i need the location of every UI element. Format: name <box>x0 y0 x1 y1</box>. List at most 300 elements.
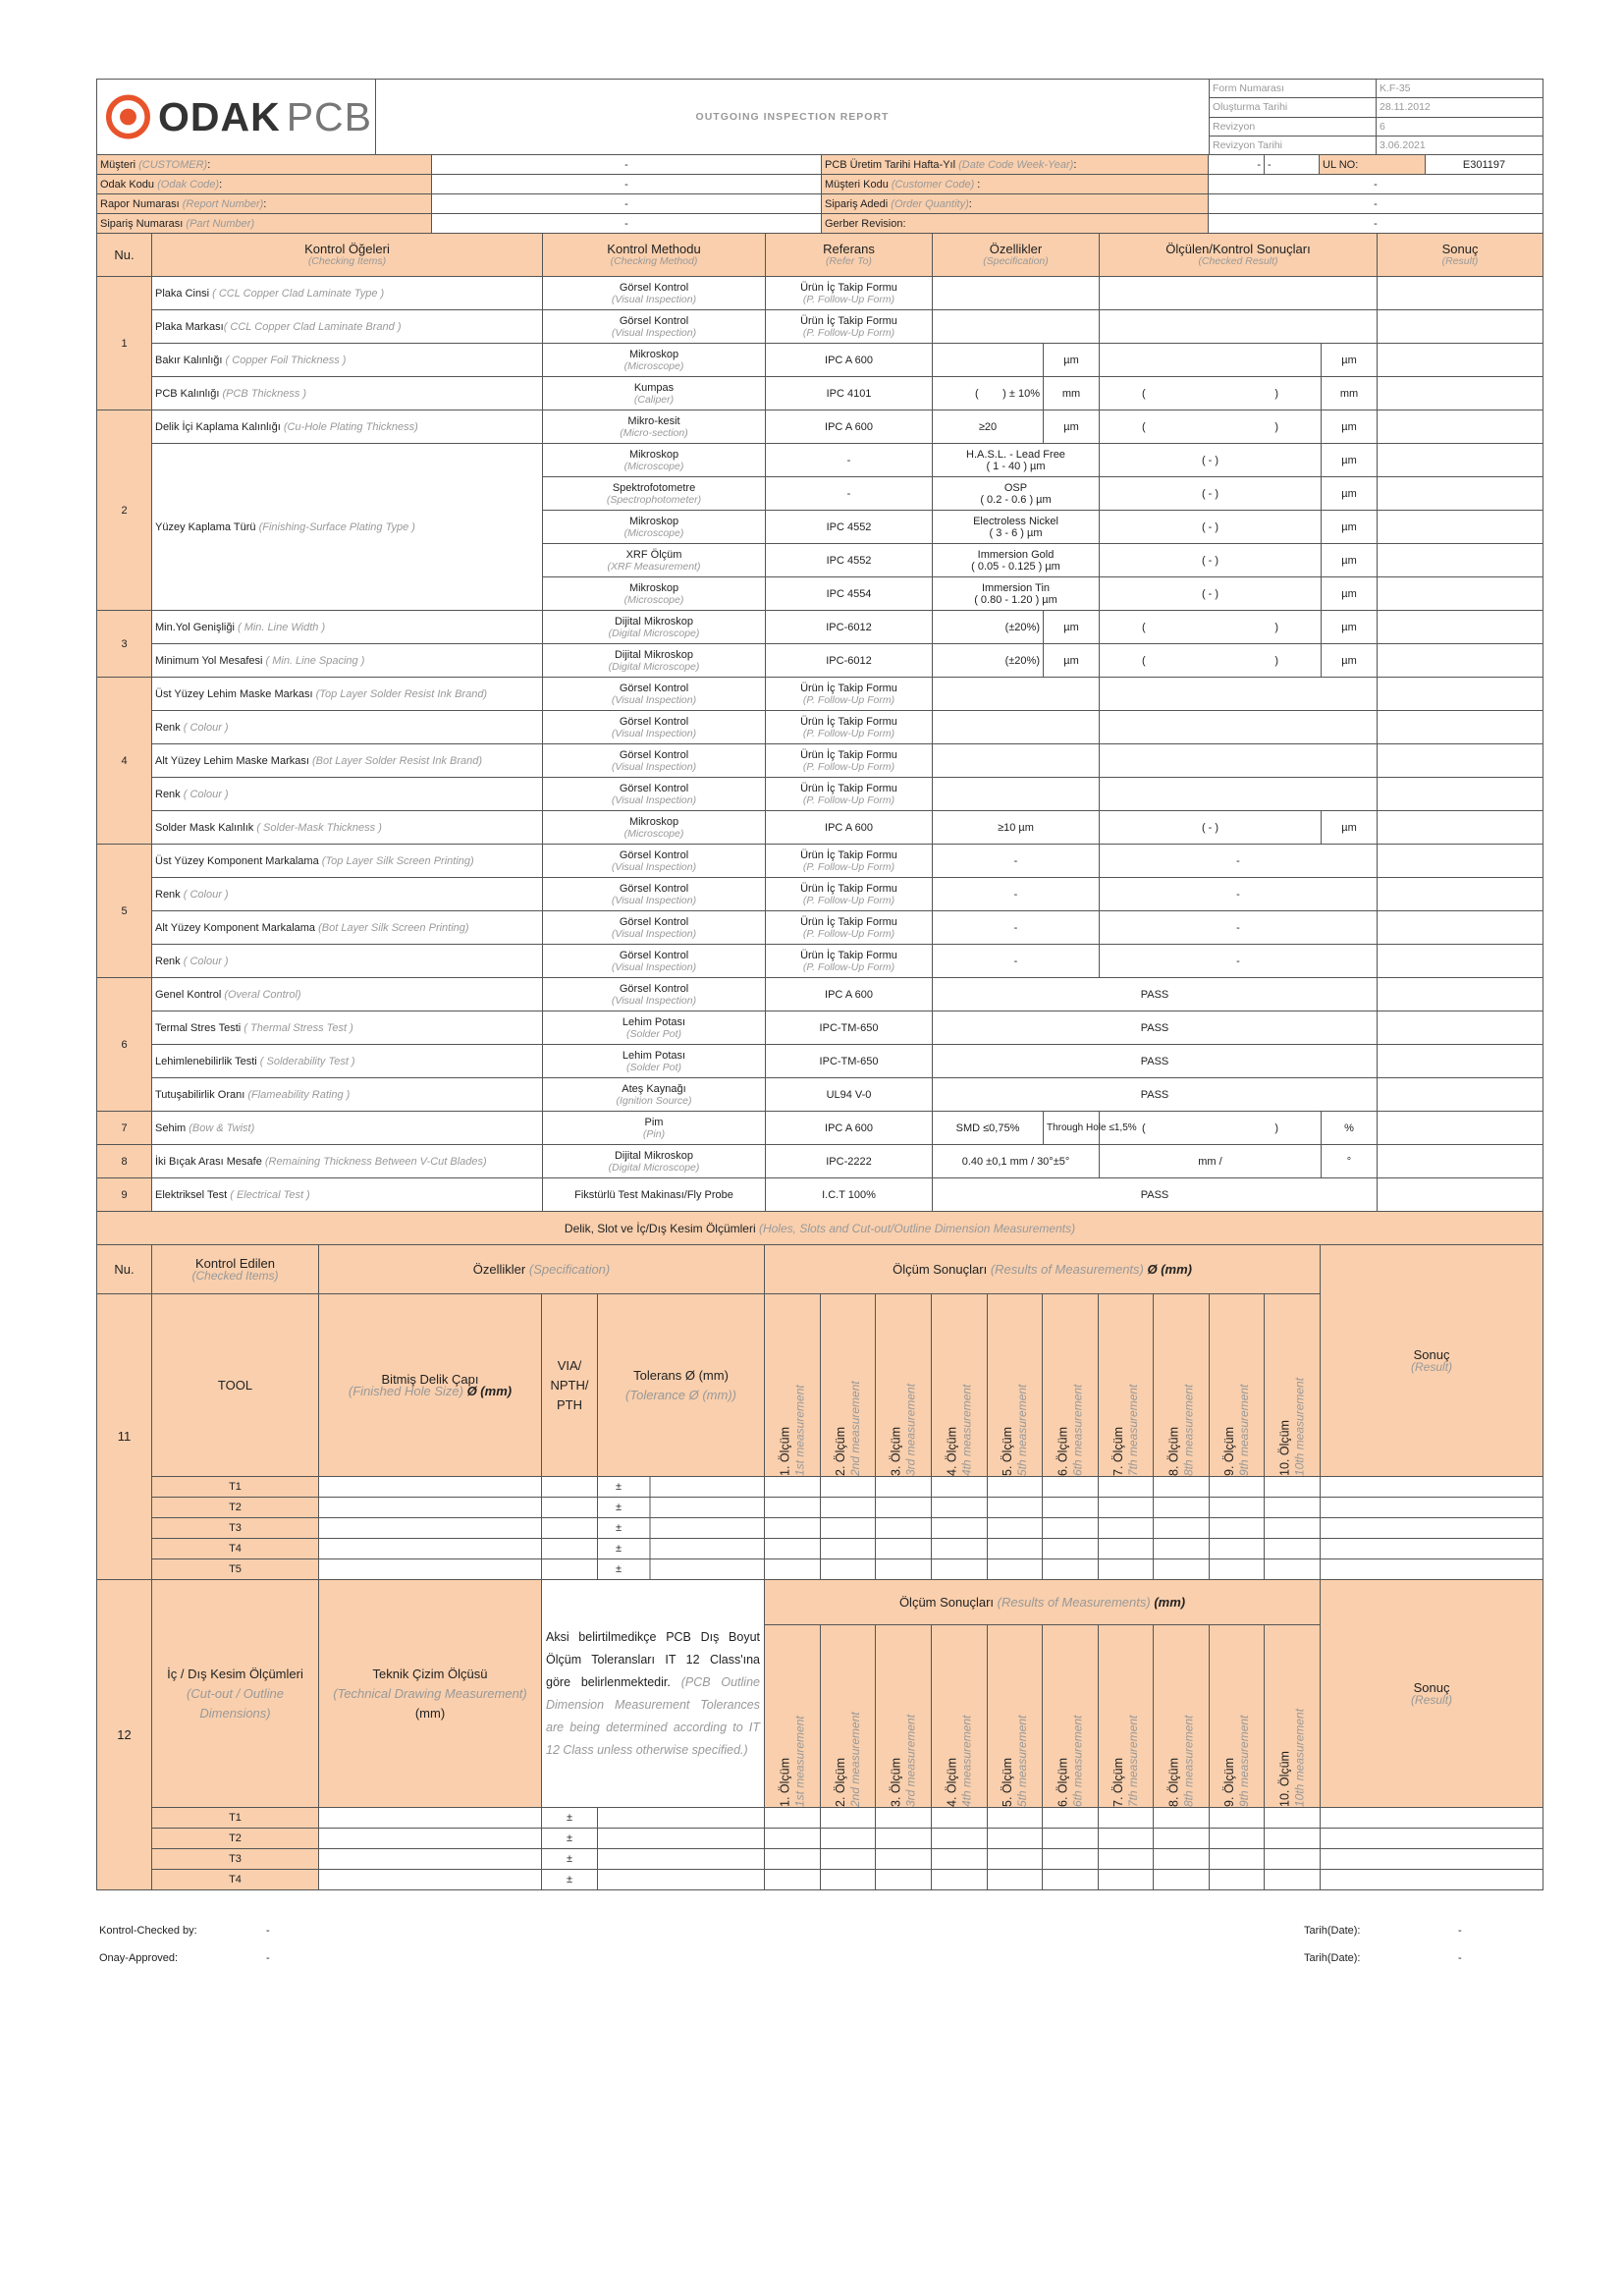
measurement-cell[interactable] <box>932 1829 988 1849</box>
outcome-cell[interactable] <box>1378 1045 1543 1078</box>
outcome-cell[interactable] <box>1378 644 1543 678</box>
measurement-cell[interactable] <box>1099 1808 1154 1829</box>
value-date-year[interactable]: - <box>1265 155 1320 175</box>
plus-minus: ± <box>616 1502 623 1513</box>
label-part-number: Sipariş Numarası (Part Number) <box>97 214 432 234</box>
measurement-cell[interactable] <box>1099 1498 1154 1518</box>
tool-size[interactable] <box>319 1559 542 1580</box>
tool-label: T3 <box>152 1518 319 1539</box>
value-date-week[interactable]: - <box>1209 155 1265 175</box>
measurement-header-10: 10. Ölçüm 10th measurement <box>1265 1294 1321 1477</box>
label-report-number: Rapor Numarası (Report Number): <box>97 194 432 214</box>
outcome-cell[interactable] <box>1378 945 1543 978</box>
spec-cell: 0.40 ±0,1 mm / 30°±5° <box>933 1145 1100 1178</box>
value-order-qty[interactable]: - <box>1209 194 1543 214</box>
pass-result[interactable]: PASS <box>933 1078 1378 1112</box>
result-cell[interactable]: ( ) <box>1100 410 1322 444</box>
measurement-cell[interactable] <box>1210 1829 1265 1849</box>
reference: Ürün İç Takip Formu (P. Follow-Up Form) <box>766 878 933 911</box>
tech-drawing-header: Teknik Çizim Ölçüsü (Technical Drawing Measurement) (mm) <box>319 1580 542 1808</box>
tool-tolerance[interactable]: ± <box>542 1829 598 1849</box>
measurement-cell[interactable] <box>988 1829 1043 1849</box>
report-title: OUTGOING INSPECTION REPORT <box>376 80 1210 155</box>
measurement-header-2: 2. Ölçüm 2nd measurement <box>821 1625 876 1808</box>
tool-tolerance[interactable]: ± <box>542 1849 598 1870</box>
measurement-cell[interactable] <box>988 1870 1043 1890</box>
outcome-cell[interactable] <box>1378 1145 1543 1178</box>
measurement-cell[interactable] <box>988 1498 1043 1518</box>
spec-cell[interactable] <box>933 744 1100 778</box>
result-cell[interactable]: ( - ) <box>1100 577 1322 611</box>
measurement-cell[interactable] <box>988 1477 1043 1498</box>
hole-col-meas: Ölçüm Sonuçları (Results of Measurements) Ø (mm) <box>765 1245 1321 1294</box>
measurement-cell[interactable] <box>1043 1539 1099 1559</box>
measurement-cell[interactable] <box>765 1498 821 1518</box>
measurement-cell[interactable] <box>932 1518 988 1539</box>
measurement-cell[interactable] <box>1043 1498 1099 1518</box>
measurement-cell[interactable] <box>1154 1477 1210 1498</box>
measurement-cell[interactable] <box>1043 1808 1099 1829</box>
measurement-cell[interactable] <box>1154 1518 1210 1539</box>
measurement-cell[interactable] <box>1265 1829 1321 1849</box>
pass-result[interactable]: PASS <box>933 1011 1378 1045</box>
spec-cell[interactable] <box>933 344 1044 377</box>
outcome-cell[interactable] <box>1378 511 1543 544</box>
tool-result[interactable] <box>1321 1829 1543 1849</box>
plus-minus: ± <box>616 1543 623 1555</box>
tool-result[interactable] <box>1321 1539 1543 1559</box>
outcome-cell[interactable] <box>1378 845 1543 878</box>
label-date-code: PCB Üretim Tarihi Hafta-Yıl (Date Code Week-Year): <box>822 155 1209 175</box>
tool-via-type[interactable] <box>542 1559 598 1580</box>
reference: Ürün İç Takip Formu (P. Follow-Up Form) <box>766 678 933 711</box>
tool-result[interactable] <box>1321 1477 1543 1498</box>
hole-col-spec: Özellikler (Specification) <box>319 1245 765 1294</box>
reference: IPC 4101 <box>766 377 933 410</box>
outcome-cell[interactable] <box>1378 978 1543 1011</box>
footer-date-label: Tarih(Date): <box>1304 1952 1361 1964</box>
result-cell[interactable]: - <box>1100 845 1378 878</box>
result-cell[interactable]: ( - ) <box>1100 511 1322 544</box>
reference: UL94 V-0 <box>766 1078 933 1112</box>
tool-result[interactable] <box>1321 1498 1543 1518</box>
result-cell[interactable]: ( ) <box>1100 644 1322 678</box>
footer-date-label: Tarih(Date): <box>1304 1925 1361 1937</box>
outcome-cell[interactable] <box>1378 744 1543 778</box>
measurement-cell[interactable] <box>1210 1539 1265 1559</box>
value-report-number[interactable]: - <box>432 194 822 214</box>
tool-via-type[interactable] <box>542 1498 598 1518</box>
measurement-cell[interactable] <box>765 1477 821 1498</box>
outcome-cell[interactable] <box>1378 477 1543 511</box>
outcome-cell[interactable] <box>1378 878 1543 911</box>
result-cell[interactable] <box>1100 310 1378 344</box>
reference: IPC A 600 <box>766 410 933 444</box>
measurement-cell[interactable] <box>1210 1849 1265 1870</box>
reference: IPC 4552 <box>766 511 933 544</box>
measurement-cell[interactable] <box>765 1518 821 1539</box>
measurement-cell[interactable] <box>1099 1539 1154 1559</box>
value-ul[interactable]: E301197 <box>1426 155 1543 175</box>
measurement-cell[interactable] <box>876 1559 932 1580</box>
hole-section-title: Delik, Slot ve İç/Dış Kesim Ölçümleri (Holes, Slots and Cut-out/Outline Dimension Measurements) <box>97 1212 1543 1245</box>
result-cell[interactable] <box>1100 678 1378 711</box>
footer-approved-value[interactable]: - <box>266 1952 270 1964</box>
result-cell[interactable]: - <box>1100 945 1378 978</box>
finish-spec: Immersion Gold ( 0.05 - 0.125 ) µm <box>933 544 1100 577</box>
measurement-cell[interactable] <box>821 1829 876 1849</box>
measurement-cell[interactable] <box>1099 1477 1154 1498</box>
measurement-cell[interactable] <box>765 1870 821 1890</box>
item-bot-silk: Alt Yüzey Komponent Markalama (Bot Layer Silk Screen Printing) <box>152 911 543 945</box>
measurement-cell[interactable] <box>1210 1477 1265 1498</box>
measurement-cell[interactable] <box>876 1870 932 1890</box>
measurement-cell[interactable] <box>821 1808 876 1829</box>
measurement-cell[interactable] <box>1099 1518 1154 1539</box>
tool-label: T3 <box>152 1849 319 1870</box>
spec-cell[interactable]: ( ) ± 10% <box>933 377 1044 410</box>
measurement-cell[interactable] <box>821 1849 876 1870</box>
reference: IPC A 600 <box>766 978 933 1011</box>
measurement-cell[interactable] <box>1265 1870 1321 1890</box>
measurement-cell[interactable] <box>821 1518 876 1539</box>
method: Mikroskop (Microscope) <box>543 511 766 544</box>
result-cell[interactable]: ( - ) <box>1100 444 1322 477</box>
section-number: 9 <box>97 1178 152 1212</box>
measurement-cell[interactable] <box>932 1808 988 1829</box>
outcome-cell[interactable] <box>1378 778 1543 811</box>
spec-cell[interactable] <box>933 678 1100 711</box>
measurement-cell[interactable] <box>876 1518 932 1539</box>
outcome-cell[interactable] <box>1378 444 1543 477</box>
col-result: Ölçülen/Kontrol Sonuçları (Checked Result) <box>1100 234 1378 277</box>
tool-tolerance[interactable] <box>598 1477 765 1498</box>
result-cell[interactable] <box>1100 711 1378 744</box>
outcome-cell[interactable] <box>1378 1078 1543 1112</box>
tool-tolerance[interactable]: ± <box>542 1870 598 1890</box>
section-number: 8 <box>97 1145 152 1178</box>
item-bot-mask-brand: Alt Yüzey Lehim Maske Markası (Bot Layer Solder Resist Ink Brand) <box>152 744 543 778</box>
outcome-cell[interactable] <box>1378 711 1543 744</box>
measurement-cell[interactable] <box>876 1477 932 1498</box>
outcome-cell[interactable] <box>1378 344 1543 377</box>
result-cell[interactable] <box>1100 277 1378 310</box>
measurement-cell[interactable] <box>765 1808 821 1829</box>
tool-tolerance[interactable] <box>598 1498 765 1518</box>
tool-size[interactable] <box>319 1870 542 1890</box>
measurement-cell[interactable] <box>932 1559 988 1580</box>
measurement-cell[interactable] <box>1043 1477 1099 1498</box>
measurement-cell[interactable] <box>1265 1849 1321 1870</box>
measurement-cell[interactable] <box>1154 1498 1210 1518</box>
hole-table <box>96 1244 1543 1580</box>
item-line-spacing: Minimum Yol Mesafesi ( Min. Line Spacing ) <box>152 644 543 678</box>
measurement-cell[interactable] <box>1154 1829 1210 1849</box>
pass-result[interactable]: PASS <box>933 1178 1378 1212</box>
measurement-cell[interactable] <box>876 1808 932 1829</box>
outcome-cell[interactable] <box>1378 310 1543 344</box>
result-cell[interactable]: - <box>1100 878 1378 911</box>
item-electrical-test: Elektriksel Test ( Electrical Test ) <box>152 1178 543 1212</box>
measurement-cell[interactable] <box>765 1559 821 1580</box>
measurement-cell[interactable] <box>932 1477 988 1498</box>
tool-size[interactable] <box>319 1849 542 1870</box>
measurement-header-9: 9. Ölçüm 9th measurement <box>1210 1294 1265 1477</box>
measurement-header-10: 10. Ölçüm 10th measurement <box>1265 1625 1321 1808</box>
unit: µm <box>1322 511 1378 544</box>
finish-spec: OSP ( 0.2 - 0.6 ) µm <box>933 477 1100 511</box>
label-customer-code: Müşteri Kodu (Customer Code) : <box>822 175 1209 194</box>
outcome-cell[interactable] <box>1378 678 1543 711</box>
method: Görsel Kontrol (Visual Inspection) <box>543 911 766 945</box>
tool-size[interactable] <box>319 1477 542 1498</box>
col-method: Kontrol Methodu (Checking Method) <box>543 234 766 277</box>
measurement-cell[interactable] <box>1043 1870 1099 1890</box>
tool-tolerance-value[interactable] <box>598 1849 765 1870</box>
tool-tolerance-value[interactable] <box>598 1829 765 1849</box>
measurement-cell[interactable] <box>1043 1518 1099 1539</box>
value-odak-code[interactable]: - <box>432 175 822 194</box>
unit: µm <box>1044 344 1100 377</box>
method: Spektrofotometre (Spectrophotometer) <box>543 477 766 511</box>
tool-size[interactable] <box>319 1498 542 1518</box>
tool-size[interactable] <box>319 1518 542 1539</box>
spec-through-hole: Through Hole ≤1,5% <box>1044 1112 1100 1145</box>
tool-size[interactable] <box>319 1829 542 1849</box>
outcome-cell[interactable] <box>1378 544 1543 577</box>
measurement-cell[interactable] <box>876 1539 932 1559</box>
check-table <box>96 233 1543 1245</box>
measurement-cell[interactable] <box>1154 1870 1210 1890</box>
measurement-cell[interactable] <box>765 1539 821 1559</box>
measurement-header-4: 4. Ölçüm 4th measurement <box>932 1294 988 1477</box>
col-outcome: Sonuç (Result) <box>1378 234 1543 277</box>
measurement-cell[interactable] <box>932 1849 988 1870</box>
footer-date-value[interactable]: - <box>1458 1925 1462 1937</box>
logo-main: ODAK <box>157 93 281 139</box>
outcome-cell[interactable] <box>1378 911 1543 945</box>
unit: µm <box>1044 410 1100 444</box>
section-number: 5 <box>97 845 152 978</box>
outcome-cell[interactable] <box>1378 811 1543 845</box>
method: Görsel Kontrol (Visual Inspection) <box>543 744 766 778</box>
measurement-cell[interactable] <box>1154 1559 1210 1580</box>
method: Mikroskop (Microscope) <box>543 811 766 845</box>
tolerance: (±20%) <box>933 611 1044 644</box>
measurement-cell[interactable] <box>1265 1477 1321 1498</box>
tool-size[interactable] <box>319 1808 542 1829</box>
outcome-cell[interactable] <box>1378 377 1543 410</box>
form-label: Form Numarası <box>1210 80 1377 98</box>
measurement-cell[interactable] <box>765 1849 821 1870</box>
measurement-cell[interactable] <box>932 1539 988 1559</box>
pass-result[interactable]: PASS <box>933 978 1378 1011</box>
item-laminate-brand: Plaka Markası( CCL Copper Clad Laminate Brand ) <box>152 310 543 344</box>
measurement-cell[interactable] <box>1265 1498 1321 1518</box>
method: Ateş Kaynağı (Ignition Source) <box>543 1078 766 1112</box>
tool-tolerance[interactable]: ± <box>542 1808 598 1829</box>
plus-minus: ± <box>616 1522 623 1534</box>
spec-cell[interactable] <box>933 310 1100 344</box>
tool-via-type[interactable] <box>542 1518 598 1539</box>
tool-tolerance[interactable] <box>598 1518 765 1539</box>
outcome-cell[interactable] <box>1378 1178 1543 1212</box>
result-cell[interactable] <box>1100 778 1378 811</box>
tool-tolerance[interactable] <box>598 1559 765 1580</box>
unit: µm <box>1322 477 1378 511</box>
label-order-qty: Sipariş Adedi (Order Quantity): <box>822 194 1209 214</box>
value-part-number[interactable]: - <box>432 214 822 234</box>
form-value: 3.06.2021 <box>1377 136 1543 154</box>
measurement-header-8: 8. Ölçüm 8th measurement <box>1154 1625 1210 1808</box>
footer-checked-value[interactable]: - <box>266 1925 270 1937</box>
method: XRF Ölçüm (XRF Measurement) <box>543 544 766 577</box>
result-cell[interactable]: ( - ) <box>1100 477 1322 511</box>
tool-tolerance[interactable] <box>598 1539 765 1559</box>
reference: Ürün İç Takip Formu (P. Follow-Up Form) <box>766 310 933 344</box>
measurement-cell[interactable] <box>1154 1808 1210 1829</box>
result-cell[interactable]: ( - ) <box>1100 544 1322 577</box>
finish-spec: Electroless Nickel ( 3 - 6 ) µm <box>933 511 1100 544</box>
spec-cell[interactable] <box>933 711 1100 744</box>
measurement-cell[interactable] <box>1265 1559 1321 1580</box>
spec-cell[interactable] <box>933 778 1100 811</box>
item-mask-thickness: Solder Mask Kalınlık ( Solder-Mask Thickness ) <box>152 811 543 845</box>
unit: mm <box>1044 377 1100 410</box>
measurement-cell[interactable] <box>876 1849 932 1870</box>
result-cell[interactable]: ( ) <box>1100 377 1322 410</box>
spec-cell: - <box>933 945 1100 978</box>
spec-cell[interactable] <box>933 277 1100 310</box>
measurement-cell[interactable] <box>821 1477 876 1498</box>
measurement-cell[interactable] <box>932 1498 988 1518</box>
col-items: Kontrol Öğeleri (Checking Items) <box>152 234 543 277</box>
measurement-cell[interactable] <box>1210 1518 1265 1539</box>
measurement-cell[interactable] <box>876 1829 932 1849</box>
method: Mikroskop (Microscope) <box>543 344 766 377</box>
result-cell[interactable]: ( ) <box>1100 1112 1322 1145</box>
unit: mm <box>1322 377 1378 410</box>
tool-result[interactable] <box>1321 1808 1543 1829</box>
measurement-cell[interactable] <box>1043 1829 1099 1849</box>
measurement-cell[interactable] <box>1265 1518 1321 1539</box>
value-gerber[interactable]: - <box>1209 214 1543 234</box>
value-customer[interactable]: - <box>432 155 822 175</box>
tool-tolerance-value[interactable] <box>598 1870 765 1890</box>
result-cell[interactable] <box>1100 744 1378 778</box>
unit: µm <box>1044 644 1100 678</box>
label-odak-code: Odak Kodu (Odak Code): <box>97 175 432 194</box>
outcome-cell[interactable] <box>1378 410 1543 444</box>
tolerance-note: Aksi belirtilmedikçe PCB Dış Boyut Ölçüm Toleransları IT 12 Class'ına göre belirlenmektedir. (PCB Outline Dimension Measurement Tolerances are being determined according to IT 12 Class unless otherwise specified.) <box>542 1580 765 1808</box>
result-cell[interactable]: ( ) <box>1100 611 1322 644</box>
unit: ° <box>1322 1145 1378 1178</box>
reference: IPC-6012 <box>766 644 933 678</box>
measurement-cell[interactable] <box>1154 1539 1210 1559</box>
result-cell[interactable] <box>1100 344 1322 377</box>
section-number: 4 <box>97 678 152 845</box>
tool-result[interactable] <box>1321 1518 1543 1539</box>
measurement-cell[interactable] <box>821 1870 876 1890</box>
result-cell[interactable]: ( - ) <box>1100 811 1322 845</box>
measurement-cell[interactable] <box>821 1498 876 1518</box>
measurement-cell[interactable] <box>1099 1849 1154 1870</box>
measurement-cell[interactable] <box>1210 1498 1265 1518</box>
cut-table <box>96 1579 1543 1890</box>
measurement-cell[interactable] <box>988 1849 1043 1870</box>
measurement-cell[interactable] <box>932 1870 988 1890</box>
measurement-cell[interactable] <box>988 1808 1043 1829</box>
tool-result[interactable] <box>1321 1849 1543 1870</box>
outcome-cell[interactable] <box>1378 1011 1543 1045</box>
method: Görsel Kontrol (Visual Inspection) <box>543 845 766 878</box>
tool-size[interactable] <box>319 1539 542 1559</box>
outcome-cell[interactable] <box>1378 611 1543 644</box>
outcome-cell[interactable] <box>1378 577 1543 611</box>
spec-cell: ≥20 <box>933 410 1044 444</box>
measurement-cell[interactable] <box>1210 1870 1265 1890</box>
tool-result[interactable] <box>1321 1870 1543 1890</box>
measurement-cell[interactable] <box>1099 1559 1154 1580</box>
tool-label: T4 <box>152 1539 319 1559</box>
tool-via-type[interactable] <box>542 1477 598 1498</box>
footer-date-value[interactable]: - <box>1458 1952 1462 1964</box>
outcome-cell[interactable] <box>1378 277 1543 310</box>
measurement-header-4: 4. Ölçüm 4th measurement <box>932 1625 988 1808</box>
inspection-sheet <box>96 79 1543 1890</box>
hole-col-no: Nu. <box>97 1245 152 1294</box>
reference: IPC-6012 <box>766 611 933 644</box>
measurement-cell[interactable] <box>876 1498 932 1518</box>
measurement-cell[interactable] <box>988 1539 1043 1559</box>
measurement-cell[interactable] <box>821 1539 876 1559</box>
measurement-cell[interactable] <box>1210 1808 1265 1829</box>
measurement-cell[interactable] <box>765 1829 821 1849</box>
reference: Ürün İç Takip Formu (P. Follow-Up Form) <box>766 277 933 310</box>
tool-via-type[interactable] <box>542 1539 598 1559</box>
reference: - <box>766 444 933 477</box>
spec-cell: ≥10 µm <box>933 811 1100 845</box>
pass-result[interactable]: PASS <box>933 1045 1378 1078</box>
result-cell[interactable]: mm / <box>1100 1145 1322 1178</box>
measurement-cell[interactable] <box>1265 1539 1321 1559</box>
measurement-cell[interactable] <box>1099 1829 1154 1849</box>
measurement-cell[interactable] <box>988 1518 1043 1539</box>
reference: Ürün İç Takip Formu (P. Follow-Up Form) <box>766 778 933 811</box>
value-customer-code[interactable]: - <box>1209 175 1543 194</box>
tool-label: T4 <box>152 1870 319 1890</box>
method: Lehim Potası (Solder Pot) <box>543 1011 766 1045</box>
tool-label: T1 <box>152 1477 319 1498</box>
measurement-cell[interactable] <box>1099 1870 1154 1890</box>
unit: µm <box>1322 410 1378 444</box>
tool-result[interactable] <box>1321 1559 1543 1580</box>
measurement-cell[interactable] <box>988 1559 1043 1580</box>
result-cell[interactable]: - <box>1100 911 1378 945</box>
section-number: 6 <box>97 978 152 1112</box>
unit: µm <box>1322 644 1378 678</box>
measurement-cell[interactable] <box>1043 1559 1099 1580</box>
unit: µm <box>1322 811 1378 845</box>
tool-tolerance-value[interactable] <box>598 1808 765 1829</box>
outcome-cell[interactable] <box>1378 1112 1543 1145</box>
measurement-cell[interactable] <box>821 1559 876 1580</box>
tool-label: T2 <box>152 1829 319 1849</box>
measurement-cell[interactable] <box>1154 1849 1210 1870</box>
measurement-cell[interactable] <box>1043 1849 1099 1870</box>
measurement-cell[interactable] <box>1210 1559 1265 1580</box>
measurement-cell[interactable] <box>1265 1808 1321 1829</box>
